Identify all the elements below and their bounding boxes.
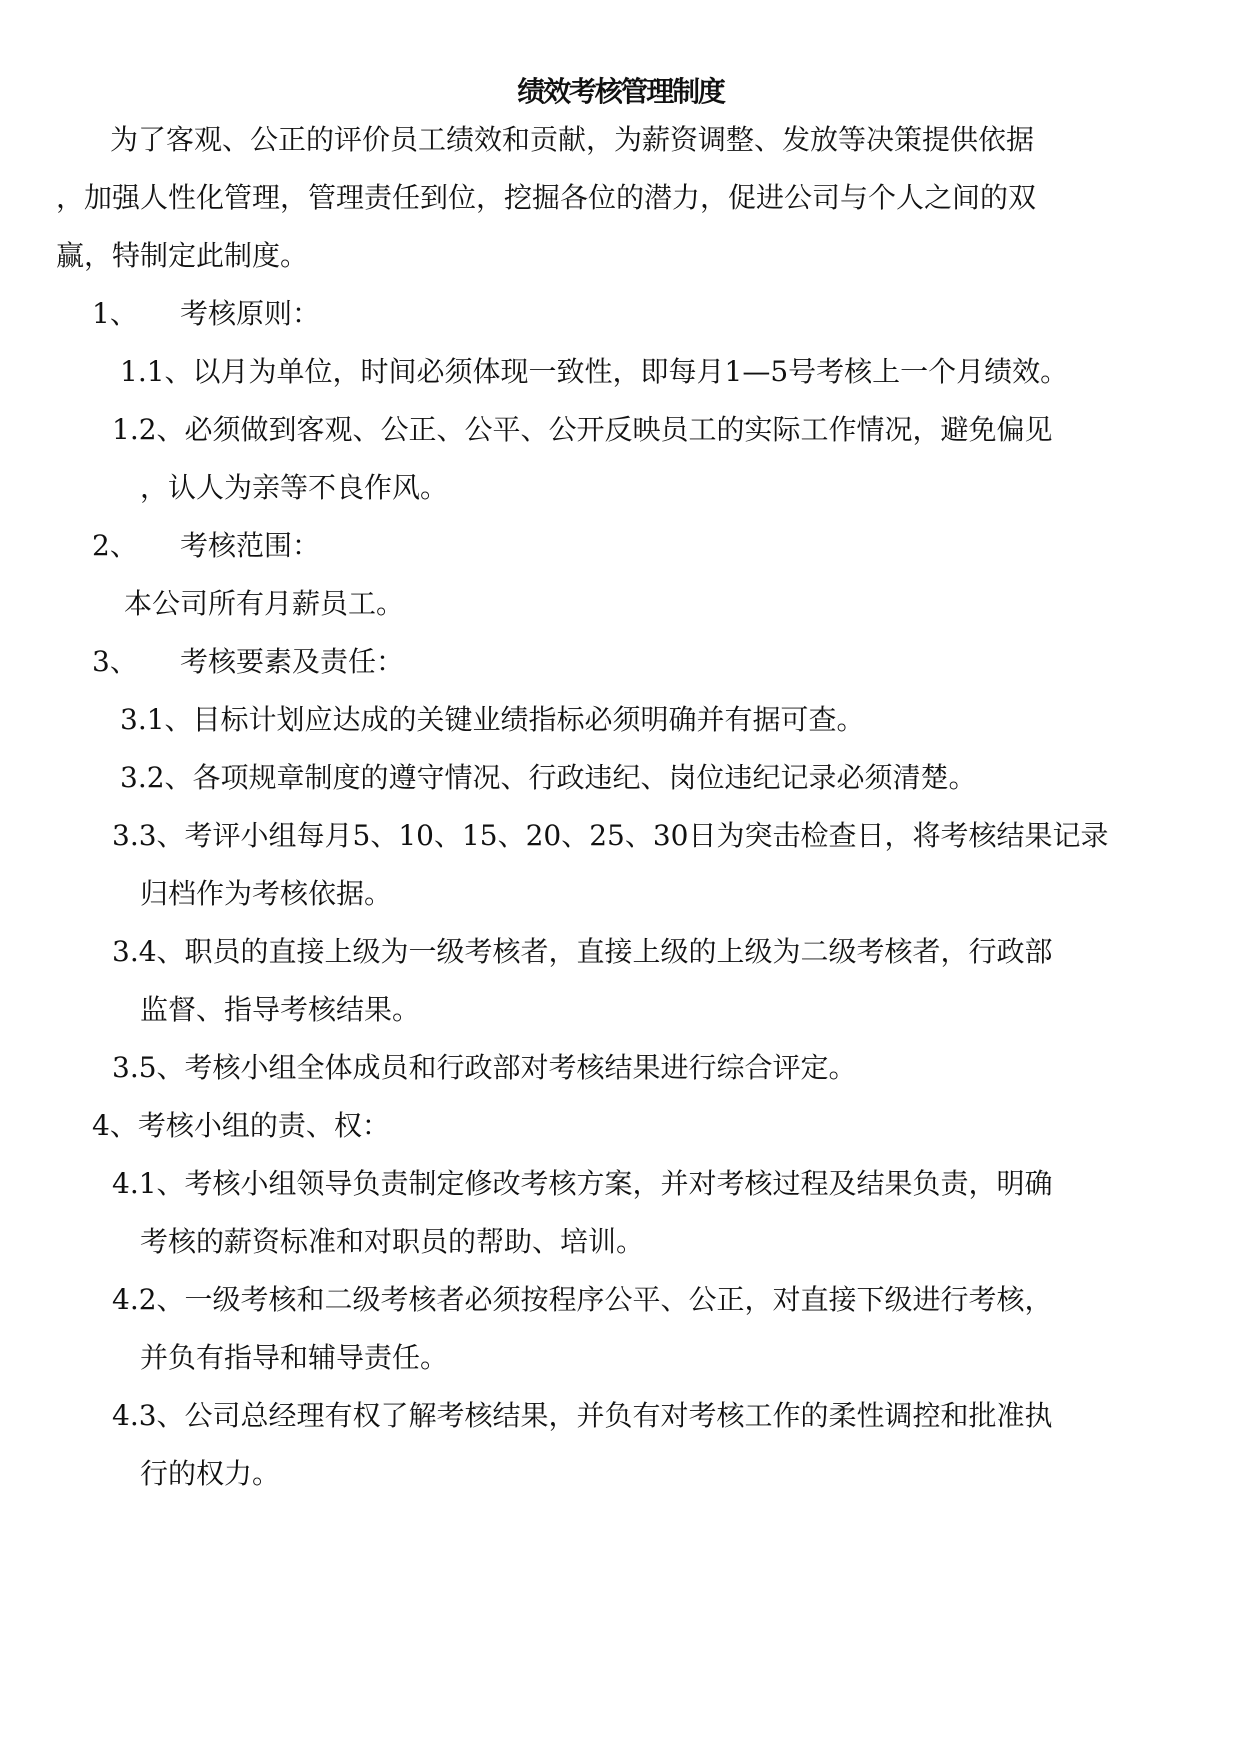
clause-3-4-line-1: 3.4、职员的直接上级为一级考核者，直接上级的上级为二级考核者，行政部 bbox=[112, 935, 1053, 968]
section-2-body: 本公司所有月薪员工。 bbox=[124, 587, 405, 620]
clause-4-1-line-2: 考核的薪资标准和对职员的帮助、培训。 bbox=[140, 1225, 645, 1258]
clause-3-3-line-2: 归档作为考核依据。 bbox=[140, 877, 393, 910]
clause-3-4-line-2: 监督、指导考核结果。 bbox=[140, 993, 421, 1026]
clause-4-3-line-2: 行的权力。 bbox=[140, 1457, 281, 1490]
section-4-heading: 4、考核小组的责、权： bbox=[92, 1109, 390, 1142]
intro-line-3: 赢，特制定此制度。 bbox=[56, 239, 309, 272]
clause-1-1: 1.1、以月为单位，时间必须体现一致性，即每月1—5号考核上一个月绩效。 bbox=[120, 355, 1069, 388]
intro-line-2: ，加强人性化管理，管理责任到位，挖掘各位的潜力，促进公司与个人之间的双 bbox=[56, 181, 1037, 214]
section-number: 1、 bbox=[92, 297, 138, 330]
clause-3-3-line-1: 3.3、考评小组每月5、10、15、20、25、30日为突击检查日，将考核结果记录 bbox=[112, 819, 1109, 852]
clause-3-2: 3.2、各项规章制度的遵守情况、行政违纪、岗位违纪记录必须清楚。 bbox=[120, 761, 977, 794]
section-number: 2、 bbox=[92, 529, 138, 562]
section-3-heading bbox=[92, 638, 404, 686]
clause-3-5: 3.5、考核小组全体成员和行政部对考核结果进行综合评定。 bbox=[112, 1051, 857, 1084]
section-title: 考核要素及责任： bbox=[180, 645, 405, 678]
section-2-heading bbox=[92, 522, 320, 570]
clause-4-3-line-1: 4.3、公司总经理有权了解考核结果，并负有对考核工作的柔性调控和批准执 bbox=[112, 1399, 1053, 1432]
clause-4-2-line-2: 并负有指导和辅导责任。 bbox=[140, 1341, 449, 1374]
section-number: 3、 bbox=[92, 645, 138, 678]
clause-4-1-line-1: 4.1、考核小组领导负责制定修改考核方案，并对考核过程及结果负责，明确 bbox=[112, 1167, 1053, 1200]
document-title: 绩效考核管理制度 bbox=[517, 75, 724, 108]
section-1-heading bbox=[92, 290, 320, 338]
intro-line-1: 为了客观、公正的评价员工绩效和贡献，为薪资调整、发放等决策提供依据 bbox=[110, 123, 1035, 156]
section-title: 考核原则： bbox=[180, 297, 321, 330]
clause-1-2-line-1: 1.2、必须做到客观、公正、公平、公开反映员工的实际工作情况，避免偏见 bbox=[112, 413, 1053, 446]
section-title: 考核范围： bbox=[180, 529, 321, 562]
clause-4-2-line-1: 4.2、一级考核和二级考核者必须按程序公平、公正，对直接下级进行考核， bbox=[112, 1283, 1053, 1316]
clause-3-1: 3.1、目标计划应达成的关键业绩指标必须明确并有据可查。 bbox=[120, 703, 865, 736]
clause-1-2-line-2: ，认人为亲等不良作风。 bbox=[140, 471, 449, 504]
